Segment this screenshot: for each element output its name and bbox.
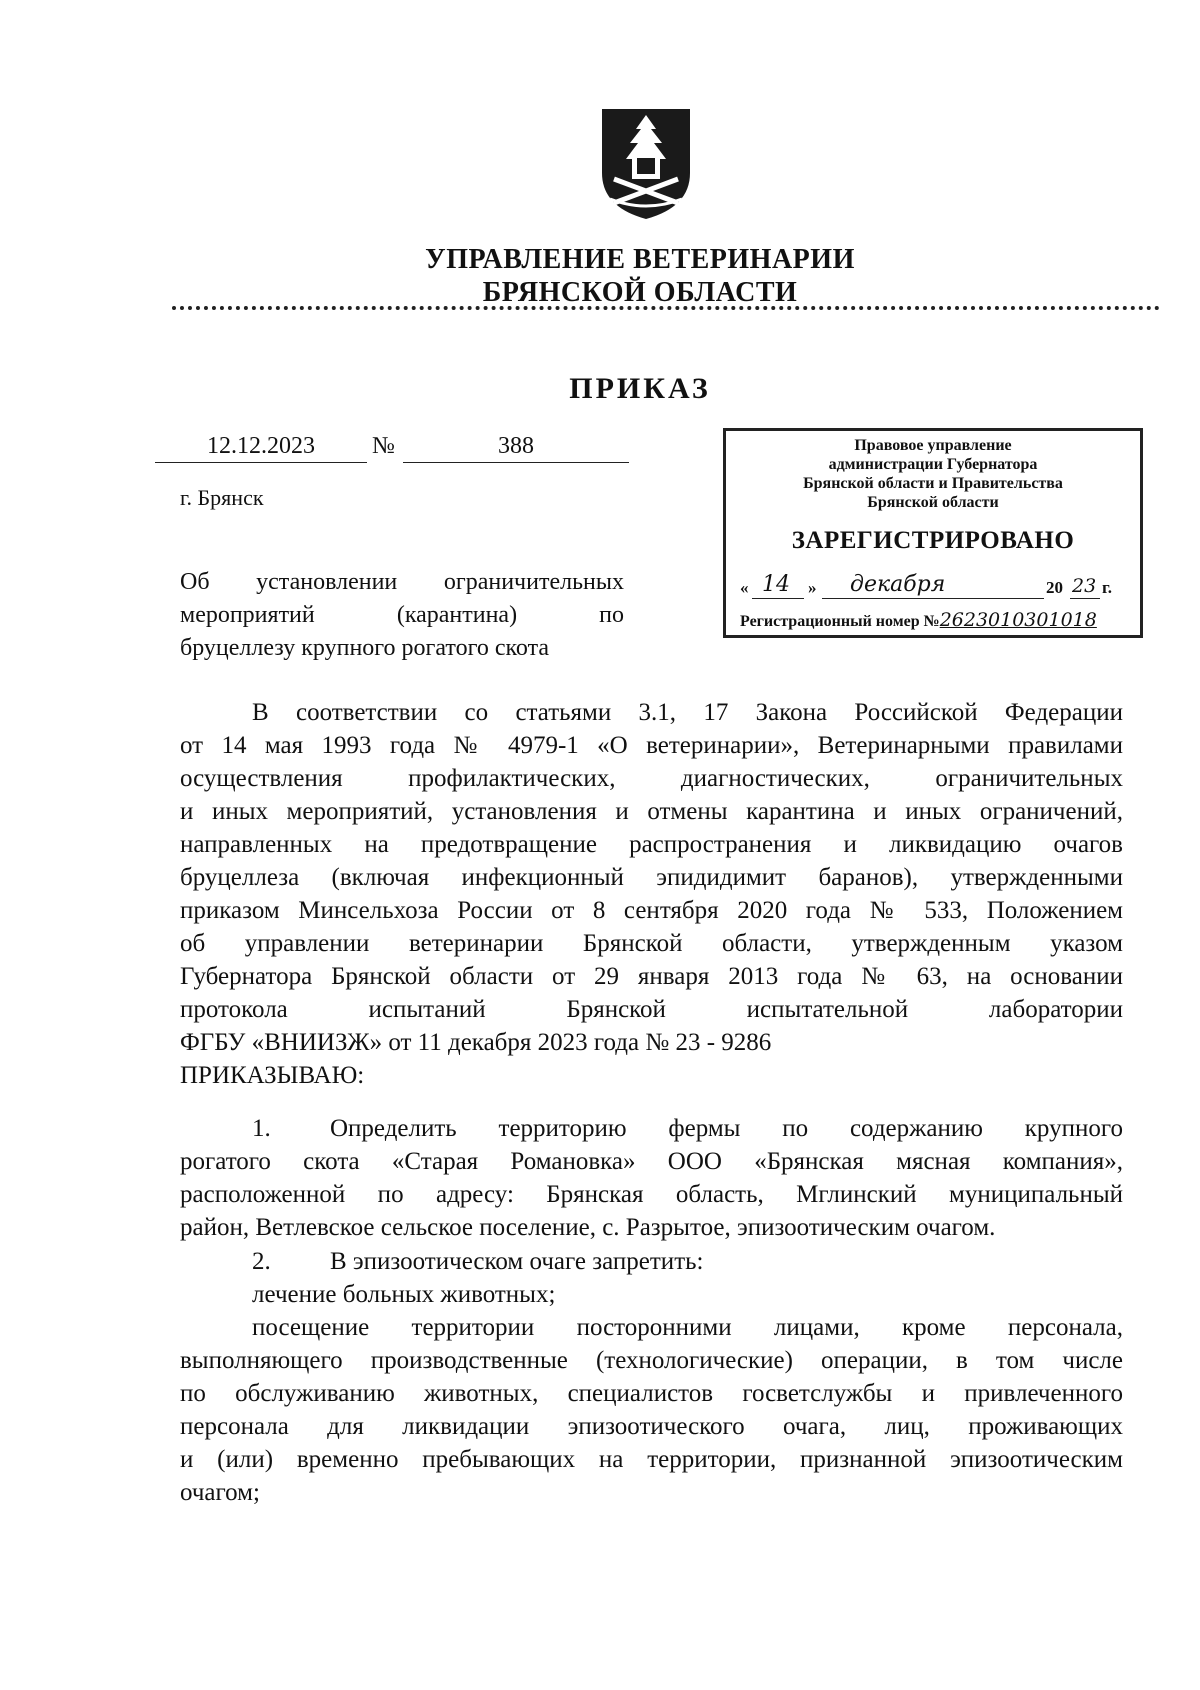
- order-date: 12.12.2023: [155, 433, 367, 463]
- city: г. Брянск: [180, 485, 264, 510]
- preamble-line: бруцеллеза (включая инфекционный эпидидимит баранов), утвержденными: [180, 864, 1123, 891]
- stamp-year-underline: [1070, 598, 1100, 599]
- preamble-line: от 14 мая 1993 года № 4979-1 «О ветеринарии», Ветеринарными правилами: [180, 732, 1123, 759]
- item-line: выполняющего производственные (технологические) операции, в том числе: [180, 1347, 1123, 1374]
- bryansk-coat-of-arms-icon: [596, 103, 696, 223]
- stamp-year-prefix: 20: [1046, 578, 1063, 597]
- order-subject: [180, 566, 624, 665]
- item-line: район, Ветлевское сельское поселение, с. Разрытое, эпизоотическим очагом.: [180, 1214, 996, 1241]
- stamp-year-suffix: 23: [1072, 575, 1097, 597]
- stamp-header-line: Правовое управление: [854, 437, 1012, 454]
- order-word: ПРИКАЗЫВАЮ:: [180, 1062, 365, 1089]
- stamp-header-line: Брянской области и Правительства: [803, 475, 1063, 492]
- preamble-line: и иных мероприятий, установления и отмены карантина и иных ограничений,: [180, 798, 1123, 825]
- subject-line: бруцеллезу крупного рогатого скота: [180, 635, 550, 661]
- stamp-reg-number: 2623010301018: [939, 609, 1097, 631]
- subject-line: Об установлении ограничительных: [180, 569, 624, 595]
- document-title: ПРИКАЗ: [569, 372, 711, 405]
- stamp-year-unit: г.: [1102, 578, 1113, 597]
- order-number: 388: [403, 433, 629, 463]
- org-name-line2: БРЯНСКОЙ ОБЛАСТИ: [482, 277, 798, 308]
- org-name-line1: УПРАВЛЕНИЕ ВЕТЕРИНАРИИ: [425, 244, 855, 275]
- stamp-date-row: [740, 571, 1130, 599]
- stamp-header-line: администрации Губернатора: [828, 456, 1038, 473]
- item-line: по обслуживанию животных, специалистов госветслужбы и привлеченного: [180, 1380, 1123, 1407]
- number-sign: №: [372, 433, 395, 459]
- item-line: очагом;: [180, 1479, 260, 1506]
- item-number: 1.: [252, 1115, 271, 1142]
- stamp-registered-label: ЗАРЕГИСТРИРОВАНО: [791, 527, 1075, 554]
- stamp-reg-row: [740, 609, 1130, 631]
- preamble-line: В соответствии со статьями 3.1, 17 Закона Российской Федерации: [252, 699, 1123, 726]
- item-number: 2.: [252, 1248, 271, 1275]
- stamp-day-underline: [752, 598, 804, 599]
- stamp-reg-label: Регистрационный номер №: [740, 613, 940, 630]
- stamp-close-quote: »: [808, 578, 817, 597]
- item-first-line: [180, 1245, 1123, 1278]
- stamp-month: декабря: [850, 572, 946, 597]
- preamble-line: об управлении ветеринарии Брянской области, утвержденным указом: [180, 930, 1123, 957]
- preamble-line: приказом Минсельхоза России от 8 сентября 2020 года № 533, Положением: [180, 897, 1123, 924]
- item-line: расположенной по адресу: Брянская область, Мглинский муниципальный: [180, 1181, 1123, 1208]
- item-subline: посещение территории посторонними лицами, кроме персонала,: [252, 1314, 1123, 1341]
- stamp-open-quote: «: [740, 578, 749, 597]
- item-first-line: [180, 1112, 1123, 1145]
- item-line: и (или) временно пребывающих на территории, признанной эпизоотическим: [180, 1446, 1123, 1473]
- item-subline: лечение больных животных;: [252, 1281, 556, 1308]
- order-item-2: [180, 1245, 1123, 1509]
- preamble-line: протокола испытаний Брянской испытательной лаборатории: [180, 996, 1123, 1023]
- item-line: рогатого скота «Старая Романовка» ООО «Брянская мясная компания»,: [180, 1148, 1123, 1175]
- subject-line: мероприятий (карантина) по: [180, 602, 624, 628]
- order-item-1: [180, 1112, 1123, 1244]
- preamble-line: Губернатора Брянской области от 29 января 2013 года № 63, на основании: [180, 963, 1123, 990]
- preamble-line: ФГБУ «ВНИИЗЖ» от 11 декабря 2023 года № 23 - 9286: [180, 1029, 772, 1056]
- preamble-line: осуществления профилактических, диагностических, ограничительных: [180, 765, 1123, 792]
- stamp-header-line: Брянской области: [867, 494, 999, 511]
- stamp-month-underline: [822, 598, 1044, 599]
- item-text: В эпизоотическом очаге запретить:: [330, 1248, 704, 1275]
- stamp-day: 14: [762, 572, 790, 597]
- item-text: Определить территорию фермы по содержанию крупного: [330, 1115, 1123, 1142]
- preamble: [180, 696, 1123, 1092]
- header-dotted-divider: [172, 306, 1160, 310]
- item-line: персонала для ликвидации эпизоотического очага, лиц, проживающих: [180, 1413, 1123, 1440]
- preamble-line: направленных на предотвращение распространения и ликвидацию очагов: [180, 831, 1123, 858]
- registration-stamp: [723, 428, 1143, 638]
